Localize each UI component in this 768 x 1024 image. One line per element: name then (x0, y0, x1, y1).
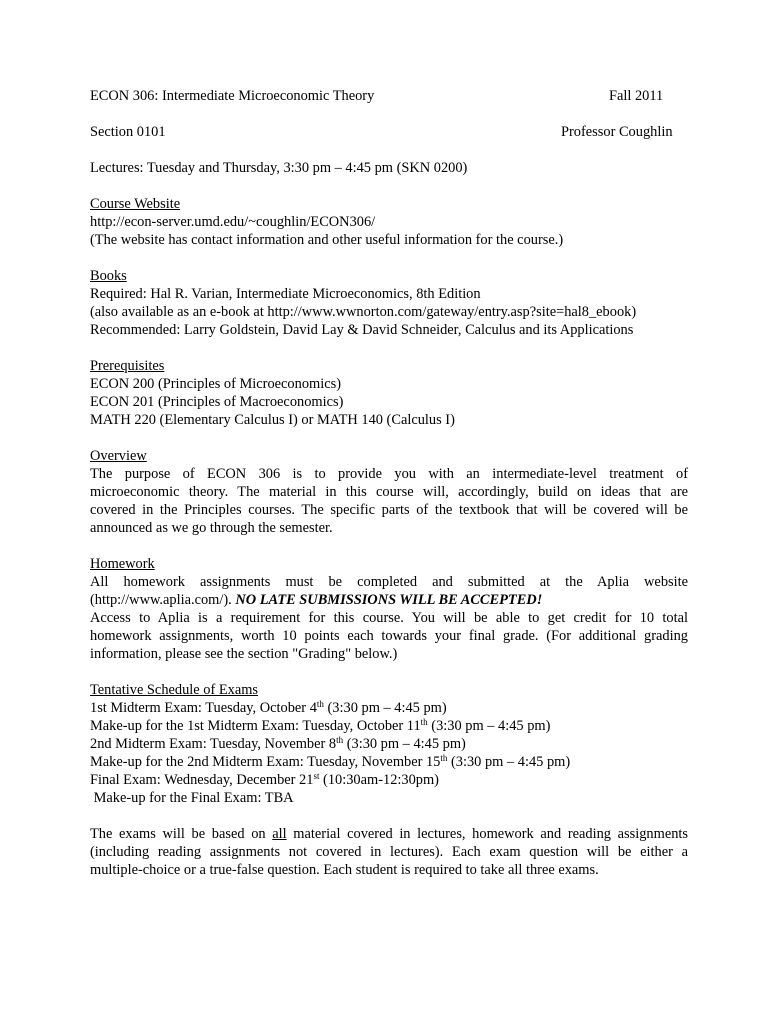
homework-line: Access to Aplia is a requirement for this course. You will be able to get credit for 10 total (90, 610, 688, 626)
books-heading: Books (90, 268, 127, 284)
header-row-2 (90, 123, 688, 141)
homework-line: homework assignments, worth 10 points each towards your final grade. (For additional grading (90, 628, 688, 644)
exam-info-line: multiple-choice or a true-false question. Each student is required to take all three exams. (90, 862, 599, 878)
exam-schedule-item: Final Exam: Wednesday, December 21st (10:30am-12:30pm) (90, 771, 439, 788)
header-row-1 (90, 87, 688, 105)
term: Fall 2011 (609, 88, 664, 104)
ebook-note: (also available as an e-book at http://www.wwnorton.com/gateway/entry.asp?site=hal8_ebook) (90, 304, 637, 320)
exam-schedule-item: 1st Midterm Exam: Tuesday, October 4th (3:30 pm – 4:45 pm) (90, 699, 447, 716)
exam-schedule-item: Make-up for the 1st Midterm Exam: Tuesday, October 11th (3:30 pm – 4:45 pm) (90, 717, 551, 734)
exam-schedule-heading: Tentative Schedule of Exams (90, 682, 259, 698)
website-note: (The website has contact information and other useful information for the course.) (90, 232, 564, 248)
makeup-final: Make-up for the Final Exam: TBA (90, 790, 294, 806)
emphasis-all: all (272, 826, 287, 842)
exam-info-text: The exams will be based on all material covered in lectures, homework and reading assignments (90, 826, 688, 842)
syllabus-content (90, 87, 688, 879)
required-book: Required: Hal R. Varian, Intermediate Microeconomics, 8th Edition (90, 286, 481, 302)
overview-line: The purpose of ECON 306 is to provide you with an intermediate-level treatment of (90, 466, 688, 482)
homework-heading: Homework (90, 556, 155, 572)
recommended-book: Recommended: Larry Goldstein, David Lay & David Schneider, Calculus and its Applications (90, 322, 634, 338)
overview-heading: Overview (90, 448, 147, 464)
course-title: ECON 306: Intermediate Microeconomic Theory (90, 88, 375, 104)
website-heading: Course Website (90, 196, 181, 212)
exam-schedule-item: Make-up for the 2nd Midterm Exam: Tuesday, November 15th (3:30 pm – 4:45 pm) (90, 753, 571, 770)
lecture-times: Lectures: Tuesday and Thursday, 3:30 pm – 4:45 pm (SKN 0200) (90, 160, 468, 176)
homework-line: information, please see the section "Grading" below.) (90, 646, 398, 662)
section-number: Section 0101 (90, 124, 166, 140)
prerequisites-heading: Prerequisites (90, 358, 165, 374)
professor-name: Professor Coughlin (561, 124, 673, 140)
overview-line: covered in the Principles courses. The specific parts of the textbook that will be covered will be (90, 502, 688, 518)
exam-info-line: (including reading assignments not covered in lectures). Each exam question will be either a (90, 844, 688, 860)
exam-schedule-item: 2nd Midterm Exam: Tuesday, November 8th (3:30 pm – 4:45 pm) (90, 735, 466, 752)
homework-line-aplia (90, 591, 688, 609)
overview-line: announced as we go through the semester. (90, 520, 333, 536)
late-submission-warning: NO LATE SUBMISSIONS WILL BE ACCEPTED! (235, 592, 543, 608)
exam-info-line (90, 825, 688, 843)
prerequisite-item: MATH 220 (Elementary Calculus I) or MATH 140 (Calculus I) (90, 412, 455, 428)
overview-line: microeconomic theory. The material in this course will, accordingly, build on ideas that are (90, 484, 688, 500)
prerequisite-item: ECON 200 (Principles of Microeconomics) (90, 376, 341, 392)
website-url: http://econ-server.umd.edu/~coughlin/ECON306/ (90, 214, 376, 230)
aplia-url: (http://www.aplia.com/). (90, 592, 236, 608)
homework-line: All homework assignments must be completed and submitted at the Aplia website (90, 574, 688, 590)
prerequisite-item: ECON 201 (Principles of Macroeconomics) (90, 394, 344, 410)
